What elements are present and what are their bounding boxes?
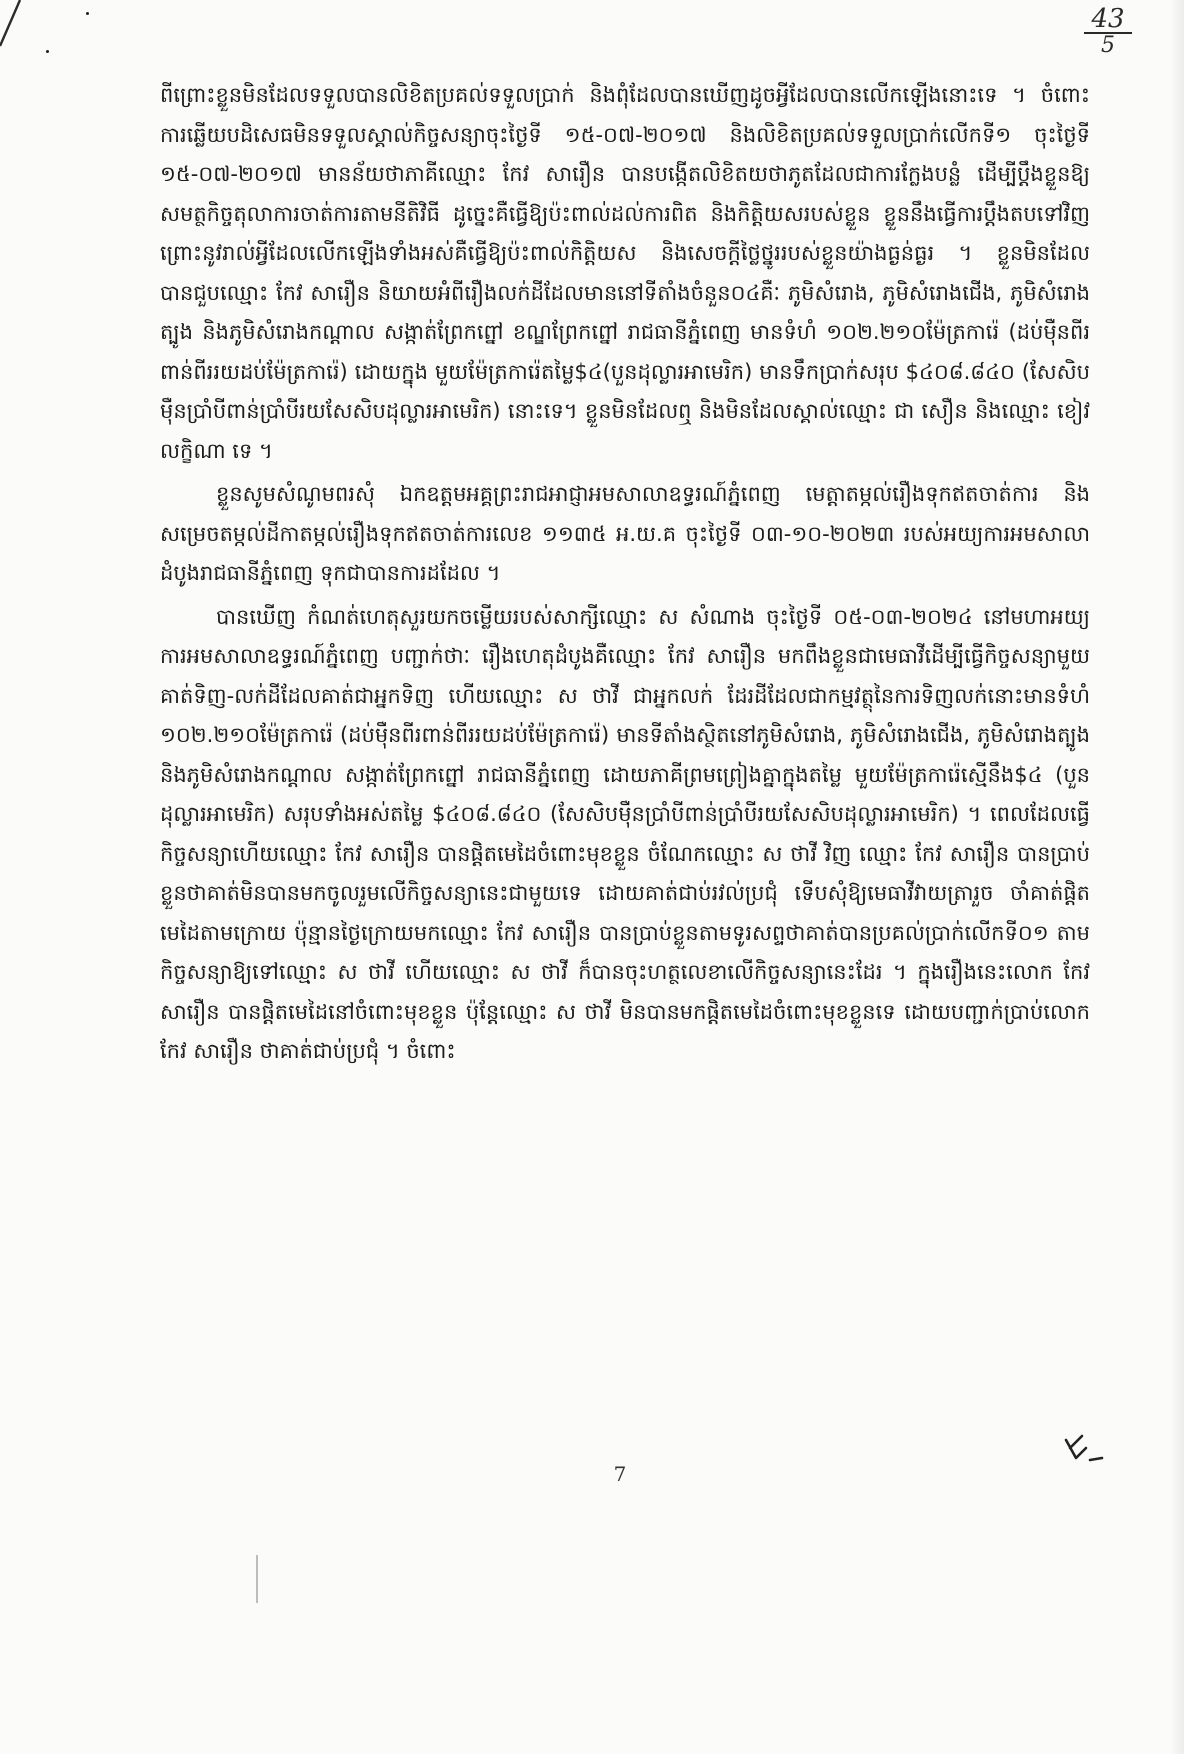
paragraph: បានឃើញ កំណត់ហេតុសួរយកចម្លើយរបស់សាក្សីឈ្មោះ ស សំណាង ចុះថ្ងៃទី ០៥-០៣-២០២៤ នៅមហាអយ្យការអមសាលាឧទ្ធរណ៍ភ្នំពេញ បញ្ជាក់ថាៈ រឿងហេតុដំបូងគឺឈ្មោះ កែវ សារឿន មកពឹងខ្លួនជាមេធាវីដើម្បីធ្វើកិច្ចសន្យាមួយ គាត់ទិញ-លក់ដីដែលគាត់ជាអ្នកទិញ ហើយឈ្មោះ ស ថាវី ជាអ្នកលក់ ដែរដីដែលជាកម្មវត្ថុនៃការទិញលក់នោះមានទំហំ ១០២.២១០ម៉ែត្រការ៉េ (ដប់ម៉ឺនពីរពាន់ពីររយដប់ម៉ែត្រការ៉េ) មានទីតាំងស្ថិតនៅភូមិសំរោង, ភូមិសំរោងជើង, ភូមិសំរោងត្បូង និងភូមិសំរោងកណ្តាល សង្កាត់ព្រែកព្នៅ រាជធានីភ្នំពេញ ដោយភាគីព្រមព្រៀងគ្នាក្នុងតម្លៃ មួយម៉ែត្រការ៉េស្មើនឹង$៤ (បួនដុល្លារអាមេរិក) សរុបទាំងអស់តម្លៃ $៤០៨.៨៤០ (សែសិបម៉ឺនប្រាំបីពាន់ប្រាំបីរយសែសិបដុល្លារអាមេរិក) ។ ពេលដែលធ្វើកិច្ចសន្យាហើយឈ្មោះ កែវ សារឿន បានផ្តិតមេដៃចំពោះមុខខ្លួន ចំណែកឈ្មោះ ស ថាវី វិញ ឈ្មោះ កែវ សារឿន បានប្រាប់ខ្លួនថាគាត់មិនបានមកចូលរួមលើកិច្ចសន្យានេះជាមួយទេ ដោយគាត់ជាប់រវល់ប្រជុំ ទើបសុំឱ្យមេធាវីវាយត្រារួច ចាំគាត់ផ្តិតមេដៃតាមក្រោយ ប៉ុន្មានថ្ងៃក្រោយមកឈ្មោះ កែវ សារឿន បានប្រាប់ខ្លួនតាមទូរសព្ទថាគាត់បានប្រគល់ប្រាក់លើកទី០១ តាមកិច្ចសន្យាឱ្យទៅឈ្មោះ ស ថាវី ហើយឈ្មោះ ស ថាវី ក៏បានចុះហត្ថលេខាលើកិច្ចសន្យានេះដែរ ។ ក្នុងរឿងនេះលោក កែវ សារឿន បានផ្តិតមេដៃនៅចំពោះមុខខ្លួន ប៉ុន្តែឈ្មោះ ស ថាវី មិនបានមកផ្តិតមេដៃចំពោះមុខខ្លួនទេ ដោយបញ្ជាក់ប្រាប់លោក កែវ សារឿន ថាគាត់ជាប់ប្រជុំ ។ ចំពោះ bbox=[160, 604, 1090, 1063]
scan-corner-mark bbox=[0, 0, 60, 60]
ink-speck bbox=[46, 50, 49, 53]
page-mark-denominator: 5 bbox=[1101, 33, 1115, 58]
scan-edge-shade bbox=[1170, 0, 1184, 1754]
handwritten-page-mark bbox=[1084, 6, 1132, 58]
paragraph: ខ្លួនសូមសំណូមពរសុំ ឯកឧត្តមអគ្គព្រះរាជអាជ្ញាអមសាលាឧទ្ធរណ៍ភ្នំពេញ មេត្តាតម្កល់រឿងទុកឥតចាត់ការ និងសម្រេចតម្កល់ដីកាតម្កល់រឿងទុកឥតចាត់ការលេខ ១១៣៥ អ.យ.គ ចុះថ្ងៃទី ០៣-១០-២០២៣ របស់អយ្យការអមសាលាដំបូងរាជធានីភ្នំពេញ ទុកជាបានការដដែល ។ bbox=[160, 482, 1090, 585]
page-number: 7 bbox=[613, 1462, 627, 1486]
page-mark-numerator: 43 bbox=[1084, 6, 1132, 34]
paragraph: ពីព្រោះខ្លួនមិនដែលទទួលបានលិខិតប្រគល់ទទួលប្រាក់ និងពុំដែលបានឃើញដូចអ្វីដែលបានលើកឡើងនោះទេ ។ ចំពោះការឆ្លើយបដិសេធមិនទទួលស្គាល់កិច្ចសន្យាចុះថ្ងៃទី ១៥-០៧-២០១៧ និងលិខិតប្រគល់ទទួលប្រាក់លើកទី១ ចុះថ្ងៃទី ១៥-០៧-២០១៧ មានន័យថាភាគីឈ្មោះ កែវ សារឿន បានបង្កើតលិខិតយថាភូតដែលជាការក្លែងបន្លំ ដើម្បីប្តឹងខ្លួនឱ្យសមត្ថកិច្ចតុលាការចាត់ការតាមនីតិវិធី ដូច្នេះគឺធ្វើឱ្យប៉ះពាល់ដល់ការពិត និងកិត្តិយសរបស់ខ្លួន ខ្លួននឹងធ្វើការប្តឹងតបទៅវិញ ព្រោះនូវរាល់អ្វីដែលលើកឡើងទាំងអស់គឺធ្វើឱ្យប៉ះពាល់កិត្តិយស និងសេចក្តីថ្លៃថ្នូររបស់ខ្លួនយ៉ាងធ្ងន់ធ្ងរ ។ ខ្លួនមិនដែលបានជួបឈ្មោះ កែវ សារឿន និយាយអំពីរឿងលក់ដីដែលមាននៅទីតាំងចំនួន០៤គឺៈ ភូមិសំរោង, ភូមិសំរោងជើង, ភូមិសំរោងត្បូង និងភូមិសំរោងកណ្តាល សង្កាត់ព្រែកព្នៅ ខណ្ឌព្រែកព្នៅ រាជធានីភ្នំពេញ មានទំហំ ១០២.២១០ម៉ែត្រការ៉េ (ដប់ម៉ឺនពីរពាន់ពីររយដប់ម៉ែត្រការ៉េ) ដោយក្នុង មួយម៉ែត្រការ៉េតម្លៃ$៤(បួនដុល្លារអាមេរិក) មានទឹកប្រាក់សរុប $៤០៨.៨៤០ (សែសិបម៉ឺនប្រាំបីពាន់ប្រាំបីរយសែសិបដុល្លារអាមេរិក) នោះទេ។ ខ្លួនមិនដែលឮ និងមិនដែលស្គាល់ឈ្មោះ ជា សឿន និងឈ្មោះ ខៀវ លក្ខិណា ទេ ។ bbox=[160, 83, 1090, 463]
ink-speck bbox=[86, 12, 89, 15]
document-body bbox=[160, 76, 1090, 1076]
scan-artifact-line bbox=[256, 1555, 258, 1603]
handwritten-initial bbox=[1060, 1430, 1106, 1466]
